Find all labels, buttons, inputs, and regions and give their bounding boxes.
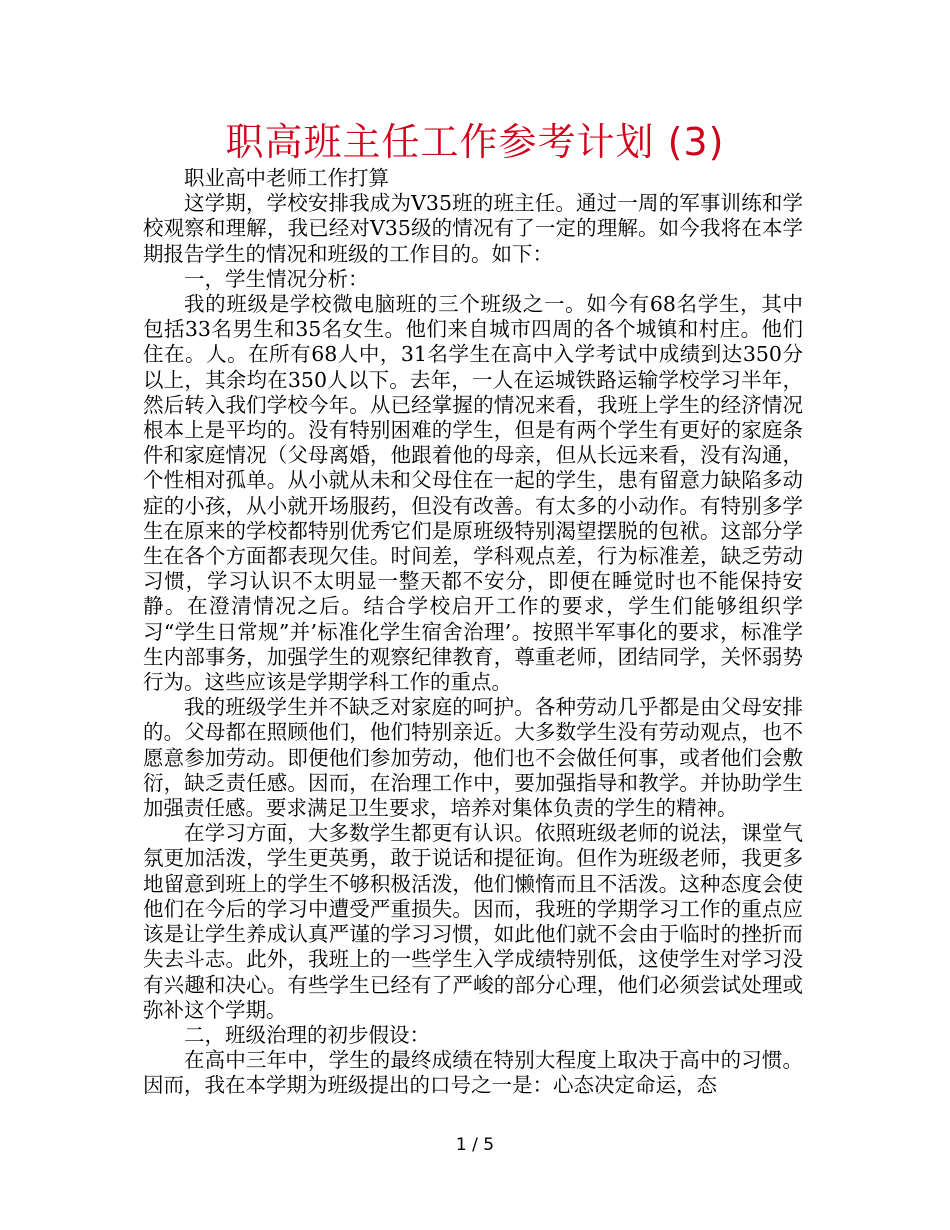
paragraph: 职业高中老师工作打算 xyxy=(184,166,389,190)
paragraph: 我的班级是学校微电脑班的三个班级之一。如今有68名学生，其中包括33名男生和35名女生。他们来自城市四周的各个城镇和村庄。他们住在。人。在所有68人中，31名学生在高中入学考试中成绩到达350分以上，其余均在350人以下。去年，一人在运城铁路运输学校学习半年，然后转入我们学校今年。从已经掌握的情况来看，我班上学生的经济情况根本上是平均的。没有特别困难的学生，但是有两个学生有更好的家庭条件和家庭情况（父母离婚，他跟着他的母亲，但从长远来看，没有沟通，个性相对孤单。从小就从未和父母住在一起的学生，患有留意力缺陷多动症的小孩，从小就开场服药，但没有改善。有太多的小动作。有特别多学生在原来的学校都特别优秀它们是原班级特别渴望摆脱的包袱。这部分学生在各个方面都表现欠佳。时间差，学科观点差，行为标准差，缺乏劳动习惯，学习认识不太明显一整天都不安分，即便在睡觉时也不能保持安静。在澄清情况之后。结合学校启开工作的要求，学生们能够组织学习“学生日常规”并’标准化学生宿舍治理’。按照半军事化的要求，标准学生内部事务，加强学生的观察纪律教育，尊重老师，团结同学，关怀弱势行为。这些应该是学期学科工作的重点。 xyxy=(143,292,803,695)
paragraph: 这学期，学校安排我成为V35班的班主任。通过一周的军事训练和学校观察和理解，我已经对V35级的情况有了一定的理解。如今我将在本学期报告学生的情况和班级的工作目的。如下： xyxy=(143,191,803,266)
paragraph: 我的班级学生并不缺乏对家庭的呵护。各种劳动几乎都是由父母安排的。父母都在照顾他们，他们特别亲近。大多数学生没有劳动观点，也不愿意参加劳动。即便他们参加劳动，他们也不会做任何事，或者他们会敷衍，缺乏责任感。因而，在治理工作中，要加强指导和教学。并协助学生加强责任感。要求满足卫生要求，培养对集体负责的学生的精神。 xyxy=(143,695,803,821)
page-number: 1 / 5 xyxy=(455,1135,495,1155)
section-heading: 一，学生情况分析： xyxy=(184,266,369,291)
section-heading: 二，班级治理的初步假设： xyxy=(184,1022,430,1047)
document-body xyxy=(143,166,803,1099)
document-title: 职高班主任工作参考计划 (3) xyxy=(225,120,725,164)
paragraph: 在高中三年中，学生的最终成绩在特别大程度上取决于高中的习惯。因而，我在本学期为班级提出的口号之一是：心态决定命运，态 xyxy=(143,1048,803,1098)
paragraph: 在学习方面，大多数学生都更有认识。依照班级老师的说法，课堂气氛更加活泼，学生更英勇，敢于说话和提征询。但作为班级老师，我更多地留意到班上的学生不够积极活泼，他们懒惰而且不活泼。这种态度会使他们在今后的学习中遭受严重损失。因而，我班的学期学习工作的重点应该是让学生养成认真严谨的学习习惯，如此他们就不会由于临时的挫折而失去斗志。此外，我班上的一些学生入学成绩特别低，这使学生对学习没有兴趣和决心。有些学生已经有了严峻的部分心理，他们必须尝试处理或弥补这个学期。 xyxy=(143,821,803,1022)
